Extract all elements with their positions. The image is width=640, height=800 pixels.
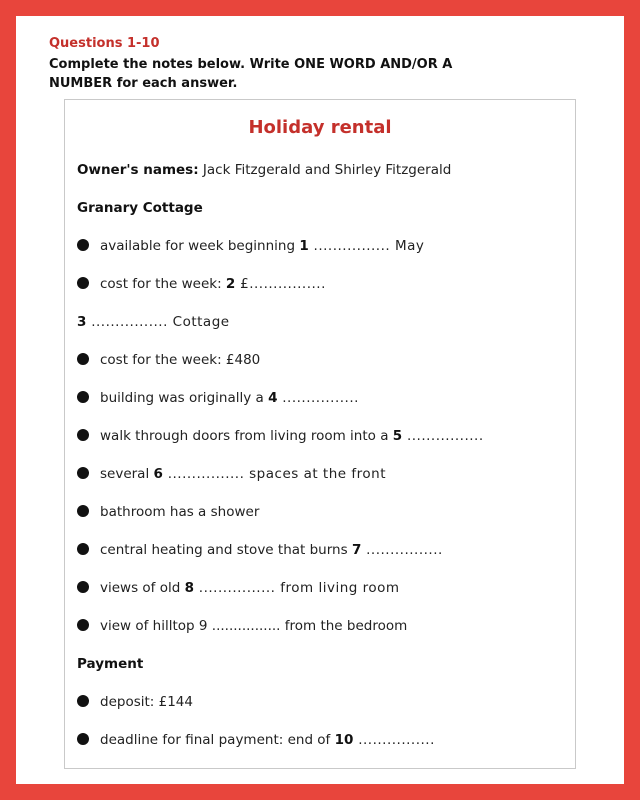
item-text: views of old <box>100 580 185 596</box>
owner-row <box>77 162 451 178</box>
section-cottage-3 <box>77 314 230 330</box>
item-text: building was originally a <box>100 390 269 406</box>
list-item <box>77 694 193 710</box>
question-number: 6 <box>153 466 163 482</box>
list-item <box>77 466 386 482</box>
item-text: bathroom has a shower <box>100 504 260 520</box>
question-number: 3 <box>77 314 87 330</box>
list-item <box>77 504 259 520</box>
bullet-icon <box>77 505 89 517</box>
bullet-icon <box>77 467 89 479</box>
question-number: 2 <box>225 276 236 292</box>
section-payment: Payment <box>77 656 144 672</box>
owner-names: Jack Fitzgerald and Shirley Fitzgerald <box>202 162 452 178</box>
item-text[interactable]: view of hilltop 9 ................ from the bedroom <box>100 618 408 634</box>
item-text: walk through doors from living room into a <box>100 428 393 444</box>
question-number: 1 <box>299 238 309 254</box>
bullet-icon <box>77 277 89 289</box>
answer-blank[interactable]: ................ <box>361 542 443 558</box>
list-item <box>77 276 326 292</box>
answer-blank[interactable]: ................ <box>277 390 359 406</box>
instructions: Complete the notes below. Write ONE WORD AND/OR A NUMBER for each answer. <box>49 57 453 91</box>
question-number: 4 <box>268 390 278 406</box>
list-item <box>77 352 260 368</box>
list-item <box>77 428 484 444</box>
answer-blank[interactable]: £................ <box>235 276 326 292</box>
question-number: 10 <box>334 732 354 748</box>
bullet-icon <box>77 581 89 593</box>
list-item <box>77 580 400 596</box>
answer-blank[interactable]: ................ spaces at the front <box>162 466 386 482</box>
questions-heading: Questions 1-10 <box>49 36 160 51</box>
item-text: deposit: £144 <box>100 694 193 710</box>
answer-blank[interactable]: ................ May <box>308 238 425 254</box>
question-number: 5 <box>392 428 403 444</box>
bullet-icon <box>77 543 89 555</box>
bullet-icon <box>77 695 89 707</box>
list-item <box>77 618 407 634</box>
item-text: cost for the week: £480 <box>100 352 261 368</box>
bullet-icon <box>77 353 89 365</box>
answer-blank[interactable]: ................ Cottage <box>86 314 230 330</box>
list-item <box>77 732 435 748</box>
owner-label: Owner's names: <box>77 162 199 178</box>
notes-title: Holiday rental <box>248 117 392 138</box>
item-text: cost for the week: <box>100 276 226 292</box>
bullet-icon <box>77 239 89 251</box>
bullet-icon <box>77 391 89 403</box>
item-text: available for week beginning <box>100 238 300 254</box>
item-text: deadline for final payment: end of <box>100 732 335 748</box>
item-text: central heating and stove that burns <box>100 542 352 558</box>
list-item <box>77 238 424 254</box>
answer-blank[interactable]: ................ <box>402 428 484 444</box>
bullet-icon <box>77 733 89 745</box>
bullet-icon <box>77 619 89 631</box>
section-granary-cottage: Granary Cottage <box>77 200 203 216</box>
item-text: several <box>100 466 154 482</box>
answer-blank[interactable]: ................ from living room <box>194 580 400 596</box>
list-item <box>77 390 359 406</box>
bullet-icon <box>77 429 89 441</box>
notes-box <box>64 99 576 769</box>
question-number: 8 <box>184 580 194 596</box>
question-number: 7 <box>351 542 362 558</box>
answer-blank[interactable]: ................ <box>353 732 435 748</box>
list-item <box>77 542 443 558</box>
